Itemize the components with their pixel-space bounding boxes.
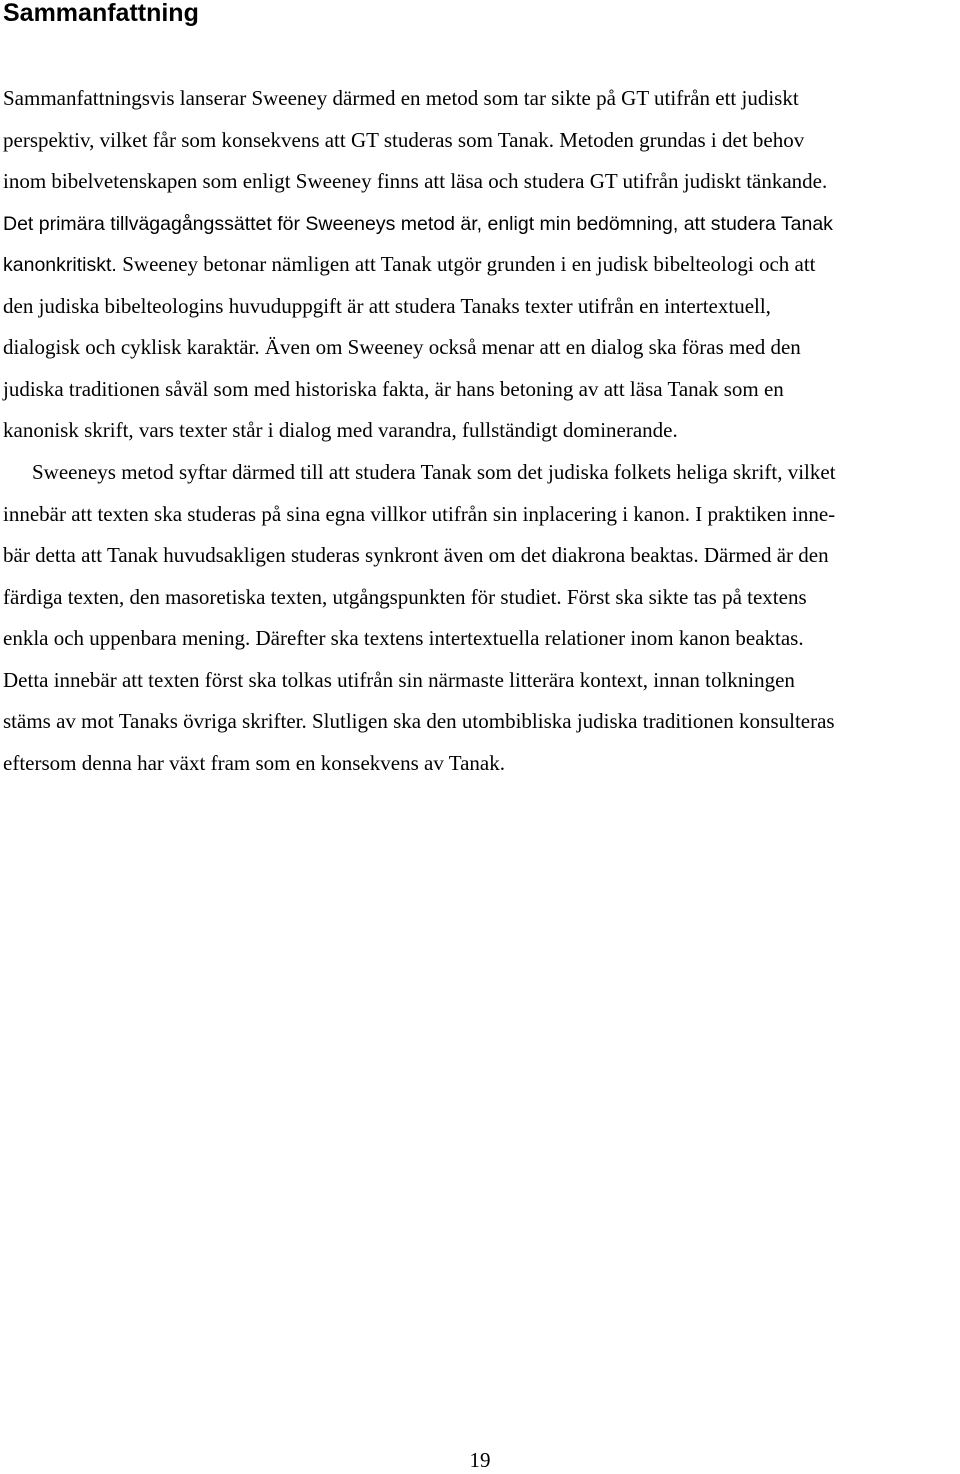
text-line	[3, 452, 957, 494]
text-line	[3, 535, 957, 577]
text-segment: eftersom denna har växt fram som en konsekvens av Tanak.	[3, 750, 505, 775]
text-segment: Det primära tillvägagångssättet för Sweeneys metod är, enligt min bedömning, att studera Tanak	[3, 212, 833, 235]
text-line	[3, 286, 957, 328]
text-segment: färdiga texten, den masoretiska texten, utgångspunkten för studiet. Först ska sikte tas på textens	[3, 584, 807, 609]
text-segment: enkla och uppenbara mening. Därefter ska textens intertextuella relationer inom kanon beaktas.	[3, 626, 804, 650]
text-line	[3, 701, 957, 743]
text-line	[3, 244, 957, 286]
text-segment: judiska traditionen såväl som med historiska fakta, är hans betoning av att läsa Tanak som en	[3, 376, 784, 401]
text-segment: Även om Sweeney också menar att en dialog ska föras med den	[264, 335, 801, 359]
text-line	[3, 660, 957, 702]
text-line	[3, 369, 957, 411]
page-number: 19	[469, 1448, 491, 1472]
text-line	[3, 743, 957, 785]
text-line	[3, 327, 957, 369]
text-segment: bär detta att Tanak huvudsakligen studeras synkront även om det diakrona beaktas. Därmed är den	[3, 543, 829, 567]
text-segment: inom bibelvetenskapen som enligt Sweeney finns att läsa och studera GT utifrån judiskt tänkande.	[3, 169, 828, 193]
text-segment: innebär att texten ska studeras på sina egna villkor utifrån sin inplacering i kanon. I praktiken inne-	[3, 501, 836, 526]
section-heading: Sammanfattning	[3, 0, 199, 27]
text-line	[3, 203, 957, 245]
text-line	[3, 410, 957, 452]
text-line	[3, 78, 957, 120]
text-segment: stäms av mot Tanaks övriga skrifter. Slutligen ska den utombibliska judiska traditionen konsulteras	[3, 709, 835, 733]
text-line	[3, 618, 957, 660]
text-line	[3, 494, 957, 536]
text-segment: kanonisk skrift, vars texter står i dialog med varandra, fullständigt dominerande.	[3, 418, 678, 442]
text-segment: kanonkritiskt.	[3, 254, 123, 276]
text-line	[3, 120, 957, 162]
text-line	[3, 577, 957, 619]
text-segment: Sweeneys metod syftar därmed till att studera Tanak som det judiska folkets heliga skrift, vilket	[32, 460, 836, 484]
text-segment: dialogisk och cyklisk karaktär.	[3, 335, 265, 359]
text-segment: den judiska bibelteologins huvuduppgift är att studera Tanaks texter utifrån en intertextuell,	[3, 293, 771, 318]
paragraph-summary-intro	[3, 78, 957, 452]
text-segment: perspektiv, vilket får som konsekvens att GT studeras som Tanak. Metoden grundas i det behov	[3, 127, 805, 152]
text-line	[3, 161, 957, 203]
paragraph-method-description	[3, 452, 957, 784]
text-segment: Detta innebär att texten först ska tolkas utifrån sin närmaste litterära kontext, innan tolkningen	[3, 667, 795, 692]
text-segment: Sweeney betonar nämligen att Tanak utgör grunden i en judisk bibelteologi och att	[122, 252, 816, 276]
text-segment: Sammanfattningsvis lanserar Sweeney därmed en metod som tar sikte på GT utifrån ett judiskt	[3, 86, 799, 110]
